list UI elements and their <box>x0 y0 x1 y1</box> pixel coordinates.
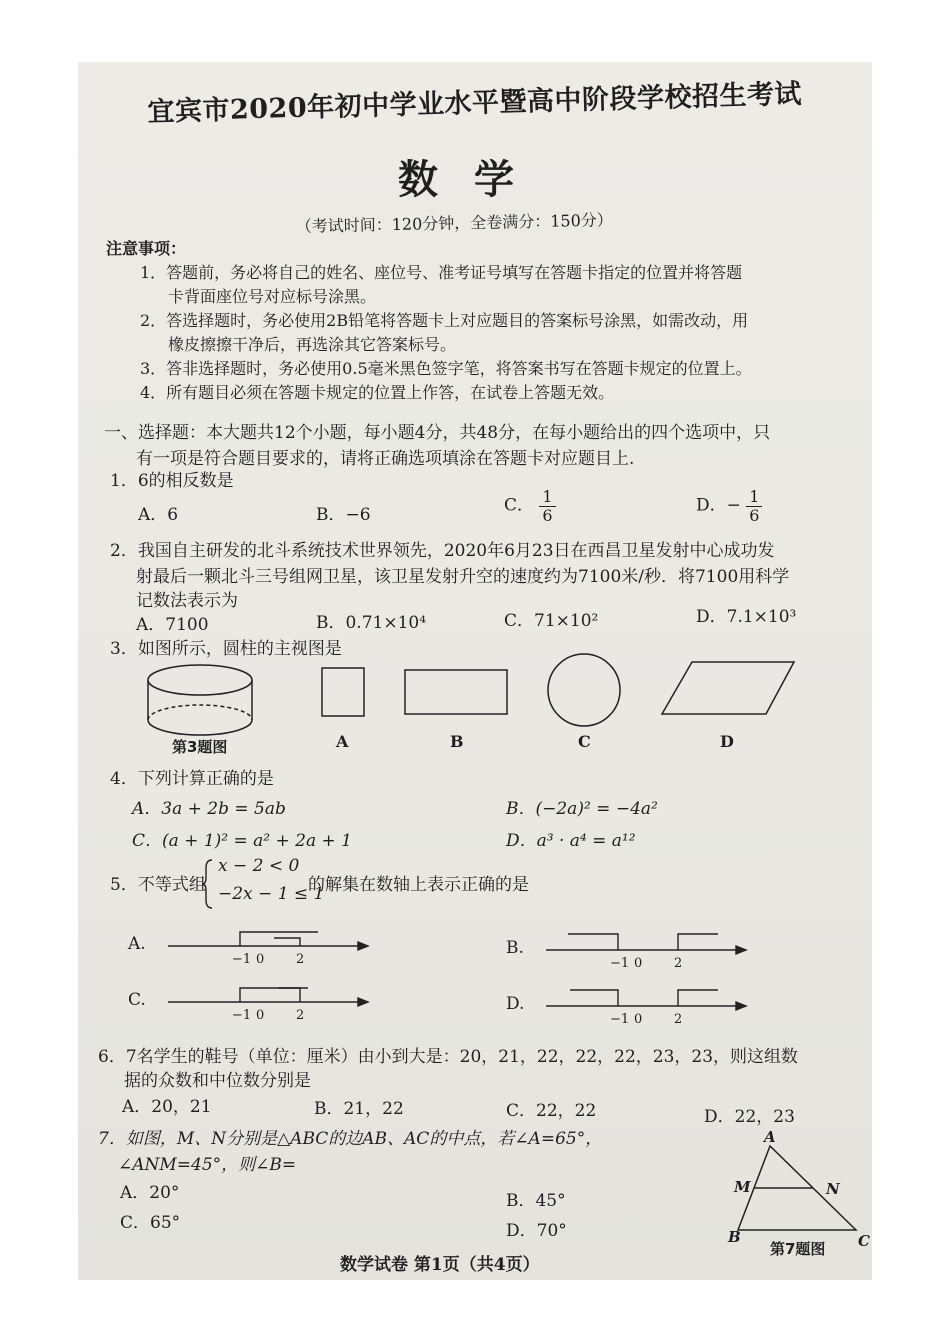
q5-option-d-label: D. <box>506 994 525 1014</box>
tick-label: −1 <box>610 1012 630 1027</box>
notice-item: 3．答非选择题时，务必使用0.5毫米黑色签字笔，将答案书写在答题卡规定的位置上。 <box>140 359 752 378</box>
tick-label: 2 <box>296 1008 305 1023</box>
q2-option-d: D．7.1×10³ <box>696 607 797 627</box>
vertex-label-n: N <box>826 1180 840 1198</box>
q5-option-c-label: C. <box>128 990 146 1010</box>
q2-option-a: A．7100 <box>136 615 209 635</box>
question-7-line2: ∠ANM=45°，则∠B= <box>118 1155 297 1175</box>
question-2-line3: 记数法表示为 <box>136 591 238 611</box>
question-4-stem: 4．下列计算正确的是 <box>110 769 274 789</box>
q6-option-a: A．20，21 <box>122 1097 212 1117</box>
notice-item: 1．答题前，务必将自己的姓名、座位号、准考证号填写在答题卡指定的位置并将答题 <box>140 263 743 282</box>
notice-item: 橡皮擦擦干净后，再选涂其它答案标号。 <box>168 335 457 354</box>
q5-option-a-label: A. <box>128 934 146 954</box>
question-5-suffix: 的解集在数轴上表示正确的是 <box>308 875 529 895</box>
q3-figure-caption: 第3题图 <box>172 738 228 756</box>
question-2-line1: 2．我国自主研发的北斗系统技术世界领先，2020年6月23日在西昌卫星发射中心成功发 <box>110 541 775 561</box>
tick-label: −1 <box>232 1008 252 1023</box>
q4-option-d: D．a³ · a⁴ = a¹² <box>506 831 636 851</box>
notice-item: 卡背面座位号对应标号涂黑。 <box>168 287 377 306</box>
vertex-label-m: M <box>734 1178 751 1196</box>
tick-label: 0 <box>634 956 643 971</box>
question-6-line1: 6．7名学生的鞋号（单位：厘米）由小到大是：20，21，22，22，22，23，23，则这组数 <box>98 1047 799 1067</box>
tick-label: −1 <box>610 956 630 971</box>
notice-item: 2．答选择题时，务必使用2B铅笔将答题卡上对应题目的答案标号涂黑，如需改动，用 <box>140 311 749 330</box>
tick-label: 0 <box>634 1012 643 1027</box>
q5-option-b-label: B. <box>506 938 524 958</box>
question-5-prefix: 5．不等式组 <box>110 875 206 895</box>
q7-triangle-figure <box>78 62 872 1280</box>
question-6-line2: 据的众数和中位数分别是 <box>124 1071 311 1091</box>
fraction-numerator: 1 <box>746 488 762 507</box>
tick-label: −1 <box>232 952 252 967</box>
tick-label: 2 <box>674 956 683 971</box>
q1-option-d-label: D．− <box>696 495 741 516</box>
q4-option-a: A．3a + 2b = 5ab <box>132 799 286 819</box>
q4-option-c: C．(a + 1)² = a² + 2a + 1 <box>132 831 352 851</box>
fraction-denominator: 6 <box>749 505 760 525</box>
q7-option-c: C．65° <box>120 1213 181 1233</box>
exam-time-info: （考试时间：120分钟，全卷满分：150分） <box>295 210 614 237</box>
q5-inequality-2: −2x − 1 ≤ 1 <box>218 884 325 904</box>
question-2-line2: 射最后一颗北斗三号组网卫星，该卫星发射升空的速度约为7100米/秒．将7100用科学 <box>136 567 790 587</box>
q7-option-d: D．70° <box>506 1221 567 1241</box>
tick-label: 2 <box>296 952 305 967</box>
q7-option-b: B．45° <box>506 1191 566 1211</box>
q6-option-c: C．22，22 <box>506 1101 597 1121</box>
section-heading: 一、选择题：本大题共12个小题，每小题4分，共48分，在每小题给出的四个选项中，只 <box>104 423 771 443</box>
q6-option-b: B．21，22 <box>314 1099 404 1119</box>
q3-label-c: C <box>578 732 591 751</box>
q1-option-c-label: C． <box>504 495 535 516</box>
exam-title: 宜宾市2020年初中学业水平暨高中阶段学校招生考试 <box>147 78 803 129</box>
vertex-label-b: B <box>728 1228 741 1246</box>
q2-option-c: C．71×10² <box>504 611 599 631</box>
subject-title: 数学 <box>398 156 550 203</box>
q7-figure-caption: 第7题图 <box>770 1240 826 1258</box>
q4-option-b: B．(−2a)² = −4a² <box>506 799 658 819</box>
q2-option-b: B．0.71×10⁴ <box>316 613 427 633</box>
page-footer: 数学试卷 第1页（共4页） <box>340 1255 540 1275</box>
vertex-label-c: C <box>858 1232 870 1250</box>
q3-label-b: B <box>450 732 464 751</box>
tick-label: 0 <box>256 1008 265 1023</box>
question-3-stem: 3．如图所示，圆柱的主视图是 <box>110 639 342 659</box>
question-1-stem: 1．6的相反数是 <box>110 471 234 491</box>
question-7-line1: 7．如图，M、N分别是△ABC的边AB、AC的中点，若∠A=65°， <box>98 1129 603 1149</box>
vertex-label-a: A <box>764 1128 776 1146</box>
q1-option-a: A．6 <box>138 505 179 525</box>
exam-paper <box>78 62 872 1280</box>
q3-label-a: A <box>336 732 349 751</box>
q1-option-b: B．−6 <box>316 505 371 525</box>
q3-label-d: D <box>720 732 734 751</box>
section-heading-cont: 有一项是符合题目要求的，请将正确选项填涂在答题卡对应题目上. <box>136 449 635 469</box>
fraction-numerator: 1 <box>539 488 555 507</box>
notice-heading: 注意事项： <box>106 239 187 258</box>
notice-item: 4．所有题目必须在答题卡规定的位置上作答，在试卷上答题无效。 <box>140 383 615 402</box>
q6-option-d: D．22，23 <box>704 1107 795 1127</box>
q5-inequality-1: x − 2 < 0 <box>218 856 300 876</box>
q7-option-a: A．20° <box>120 1183 180 1203</box>
tick-label: 2 <box>674 1012 683 1027</box>
fraction-denominator: 6 <box>542 505 553 525</box>
tick-label: 0 <box>256 952 265 967</box>
